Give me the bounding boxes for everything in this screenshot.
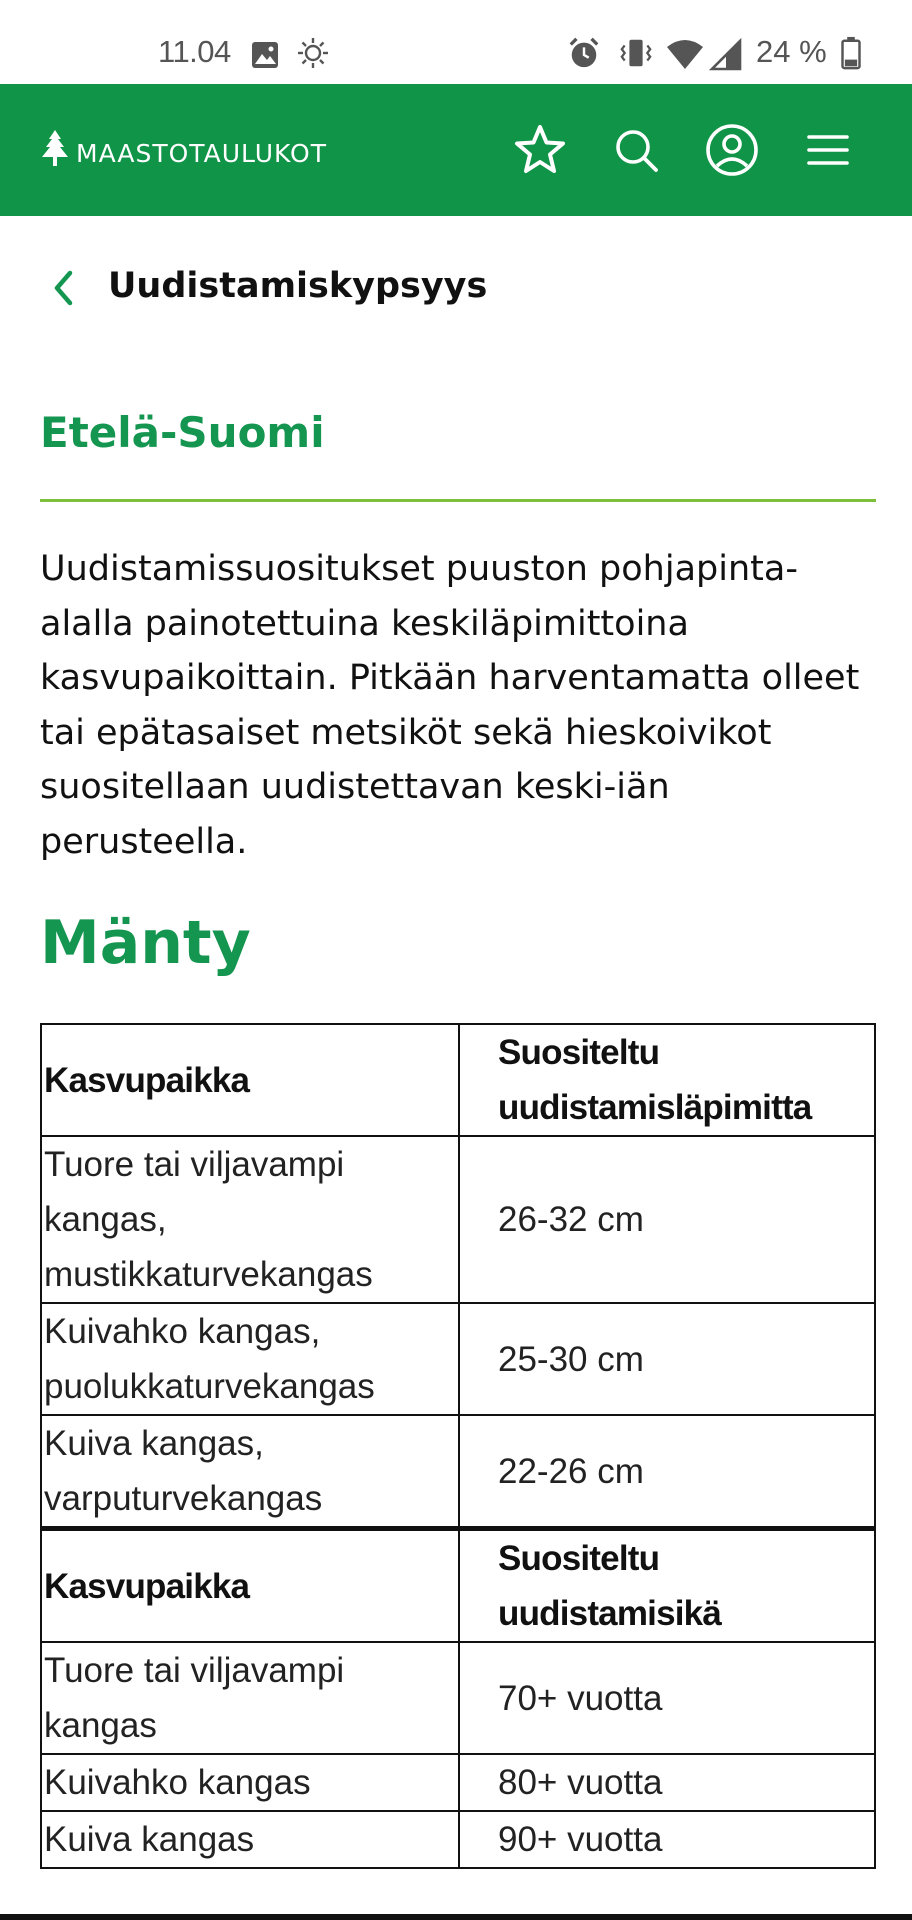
table-cell-site: Tuore tai viljavampi kangas, mustikkaturvekangas (41, 1136, 459, 1303)
table-row (41, 1811, 875, 1868)
cell-signal-icon (708, 38, 742, 72)
menu-icon (806, 132, 850, 168)
back-button[interactable] (40, 264, 88, 312)
app-header (0, 84, 912, 216)
table-header-cell: Kasvupaikka (41, 1024, 459, 1136)
table-header-cell: Suositeltu uudistamisikä (459, 1529, 875, 1643)
table-cell-value: 25-30 cm (459, 1303, 875, 1415)
table-header-row (41, 1529, 875, 1643)
image-notification-icon (250, 38, 280, 72)
brightness-icon (296, 36, 330, 70)
battery-percentage: 24 % (756, 34, 827, 69)
chevron-left-icon (50, 268, 78, 308)
table-row (41, 1415, 875, 1529)
table-cell-site: Kuivahko kangas (41, 1754, 459, 1811)
table-row (41, 1303, 875, 1415)
tree-logo-icon (40, 130, 70, 168)
table-header-row (41, 1024, 875, 1136)
bottom-edge (0, 1914, 912, 1920)
vibrate-icon (618, 36, 654, 70)
menu-button[interactable] (798, 120, 858, 180)
table-cell-value: 26-32 cm (459, 1136, 875, 1303)
user-icon (705, 123, 759, 177)
status-bar (0, 0, 912, 84)
table-cell-value: 22-26 cm (459, 1415, 875, 1529)
page-title: Uudistamiskypsyys (108, 266, 488, 306)
logo-text: MAASTOTAULUKOT (76, 138, 327, 168)
table-row (41, 1136, 875, 1303)
divider (40, 499, 876, 502)
table-cell-site: Kuivahko kangas, puolukkaturvekangas (41, 1303, 459, 1415)
favorites-button[interactable] (510, 120, 570, 180)
region-title: Etelä-Suomi (40, 408, 325, 457)
search-button[interactable] (606, 120, 666, 180)
wifi-icon (666, 38, 704, 72)
species-title: Mänty (40, 908, 251, 978)
recommendation-table (40, 1023, 876, 1869)
table-cell-site: Kuiva kangas, varputurvekangas (41, 1415, 459, 1529)
table-row (41, 1642, 875, 1754)
status-time: 11.04 (158, 34, 231, 69)
alarm-icon (566, 36, 602, 70)
search-icon (612, 126, 660, 174)
star-icon (513, 123, 567, 177)
table-cell-site: Tuore tai viljavampi kangas (41, 1642, 459, 1754)
table-header-cell: Kasvupaikka (41, 1529, 459, 1643)
table-cell-site: Kuiva kangas (41, 1811, 459, 1868)
account-button[interactable] (702, 120, 762, 180)
table-cell-value: 80+ vuotta (459, 1754, 875, 1811)
table-cell-value: 70+ vuotta (459, 1642, 875, 1754)
intro-paragraph: Uudistamissuositukset puuston pohjapinta-alalla painotettuina keskiläpimittoina kasvupaikoittain. Pitkään harventamatta olleet tai epätasaiset metsiköt sekä hieskoivikot suositellaan uudistettavan keski-iän perusteella. (40, 549, 860, 862)
logo[interactable] (40, 130, 327, 168)
table-header-cell: Suositeltu uudistamisläpimitta (459, 1024, 875, 1136)
table-cell-value: 90+ vuotta (459, 1811, 875, 1868)
battery-icon (840, 36, 862, 70)
table-row (41, 1754, 875, 1811)
